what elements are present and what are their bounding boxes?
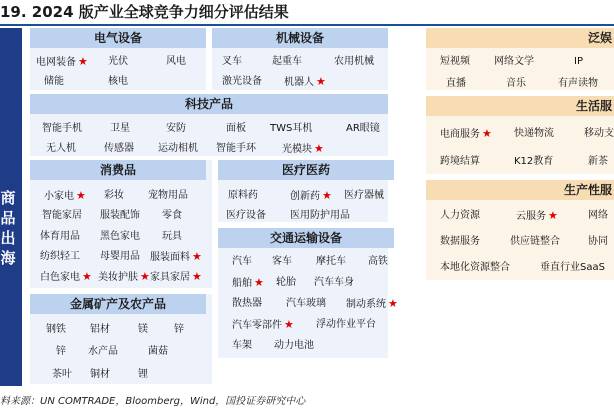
transport-item: 动力电池 [274,340,314,351]
tech-item: TWS耳机 [270,123,313,134]
life-services-item: 电商服务 ★ [440,127,492,140]
consumer-heading: 消费品 [30,160,206,180]
star-icon: ★ [284,318,294,331]
side-char: 出 [0,229,16,247]
life-services-heading: 生活服 [426,96,614,116]
transport-item: 客车 [272,256,292,267]
consumer-item: 玩具 [162,231,182,242]
transport-item: 车架 [232,340,252,351]
consumer-item: 宠物用品 [148,190,188,201]
metal-item: 锌 [56,346,66,357]
metal-item: 铜材 [90,369,110,380]
star-icon: ★ [322,189,332,202]
source-note: 料来源：UN COMTRADE，Bloomberg，Wind，国投证券研究中心 [0,396,306,407]
entertainment-item: 网络文学 [494,56,534,67]
entertainment-item: 短视频 [440,56,470,67]
medical-item: 医用防护用品 [290,210,350,221]
star-icon: ★ [140,270,150,283]
consumer-item: 白色家电 ★ [40,270,92,283]
consumer-item: 体育用品 [40,231,80,242]
producer-services-item: 云服务 ★ [516,209,558,222]
transport-item: 汽车零部件 ★ [232,318,294,331]
life-services-item: 快递物流 [514,128,554,139]
electric-item: 核电 [108,76,128,87]
consumer-item: 纺织轻工 [40,251,80,262]
tech-item: AR眼镜 [346,123,380,134]
medical-heading: 医疗医药 [218,160,394,180]
medical-item: 医疗器械 [344,190,384,201]
consumer-item: 服装面料 ★ [150,250,202,263]
star-icon: ★ [388,297,398,310]
star-icon: ★ [78,55,88,68]
machinery-item: 叉车 [222,56,242,67]
tech-item: 智能手环 [216,143,256,154]
star-icon: ★ [76,189,86,202]
producer-services-item: 数据服务 [440,236,480,247]
producer-services-heading: 生产性服 [426,180,614,200]
producer-services-item: 本地化资源整合 [440,262,510,273]
metal-item: 镁 [138,324,148,335]
tech-heading: 科技产品 [30,94,388,114]
entertainment-item: IP [574,56,583,67]
producer-services-item: 人力资源 [440,210,480,221]
electric-item: 储能 [44,76,64,87]
electric-item: 风电 [166,56,186,67]
medical-item: 创新药 ★ [290,189,332,202]
electric-heading: 电气设备 [30,28,206,48]
consumer-item: 服装配饰 [100,210,140,221]
tech-item: 卫星 [110,123,130,134]
metal-item: 水产品 [88,346,118,357]
tech-item: 运动相机 [158,143,198,154]
life-services-item: 移动支 [584,128,614,139]
consumer-item: 小家电 ★ [44,189,86,202]
life-services-item: 新茶 [588,156,608,167]
side-char: 品 [0,209,16,227]
electric-item: 光伏 [108,56,128,67]
transport-item: 高铁 [368,256,388,267]
side-category-label [0,188,16,268]
metal-item: 菌菇 [148,346,168,357]
tech-item: 光模块 ★ [282,142,324,155]
tech-item: 无人机 [46,143,76,154]
transport-item: 汽车车身 [314,277,354,288]
transport-item: 制动系统 ★ [346,297,398,310]
side-category-bar [0,28,22,386]
transport-item: 汽车 [232,256,252,267]
transport-item: 船舶 ★ [232,276,264,289]
medical-item: 原料药 [228,190,258,201]
star-icon: ★ [314,142,324,155]
producer-services-item: 协同 [588,236,608,247]
machinery-item: 机器人 ★ [284,75,326,88]
side-char: 商 [0,189,16,207]
machinery-item: 农用机械 [334,56,374,67]
tech-item: 传感器 [104,143,134,154]
medical-item: 医疗设备 [226,210,266,221]
tech-item: 智能手机 [42,123,82,134]
metal-item: 茶叶 [52,369,72,380]
star-icon: ★ [192,250,202,263]
consumer-item: 黑色家电 [100,231,140,242]
transport-item: 汽车玻璃 [286,298,326,309]
metal-item: 钢铁 [46,324,66,335]
entertainment-item: 音乐 [506,78,526,89]
star-icon: ★ [192,270,202,283]
producer-services-item: 供应链整合 [510,236,560,247]
star-icon: ★ [82,270,92,283]
metal-item: 锌 [174,324,184,335]
entertainment-heading: 泛娱 [426,28,614,48]
consumer-item: 家具家居 ★ [150,270,202,283]
transport-item: 散热器 [232,298,262,309]
producer-services-item: 垂直行业SaaS [540,262,605,273]
title-rule [0,24,614,26]
producer-services-item: 网络 [588,210,608,221]
metal-item: 铝材 [90,324,110,335]
figure-title: 19. 2024 版产业全球竞争力细分评估结果 [0,3,289,21]
metal-heading: 金属矿产及农产品 [30,294,206,314]
transport-item: 浮动作业平台 [316,319,376,330]
machinery-heading: 机械设备 [212,28,388,48]
entertainment-item: 直播 [446,78,466,89]
consumer-item: 美妆护肤 ★ [98,270,150,283]
metal-item: 锂 [138,369,148,380]
star-icon: ★ [316,75,326,88]
star-icon: ★ [482,127,492,140]
entertainment-item: 有声读物 [558,78,598,89]
tech-item: 面板 [226,123,246,134]
machinery-item: 起重车 [272,56,302,67]
consumer-item: 零食 [162,210,182,221]
star-icon: ★ [254,276,264,289]
transport-item: 轮胎 [276,277,296,288]
machinery-item: 激光设备 [222,76,262,87]
consumer-item: 智能家居 [42,210,82,221]
electric-item: 电网装备 ★ [36,55,88,68]
side-char: 海 [0,249,16,267]
consumer-item: 母婴用品 [100,251,140,262]
consumer-item: 彩妆 [104,190,124,201]
transport-heading: 交通运输设备 [218,228,394,248]
life-services-item: 跨境结算 [440,156,480,167]
transport-item: 摩托车 [316,256,346,267]
life-services-item: K12教育 [514,156,554,167]
tech-item: 安防 [166,123,186,134]
star-icon: ★ [548,209,558,222]
